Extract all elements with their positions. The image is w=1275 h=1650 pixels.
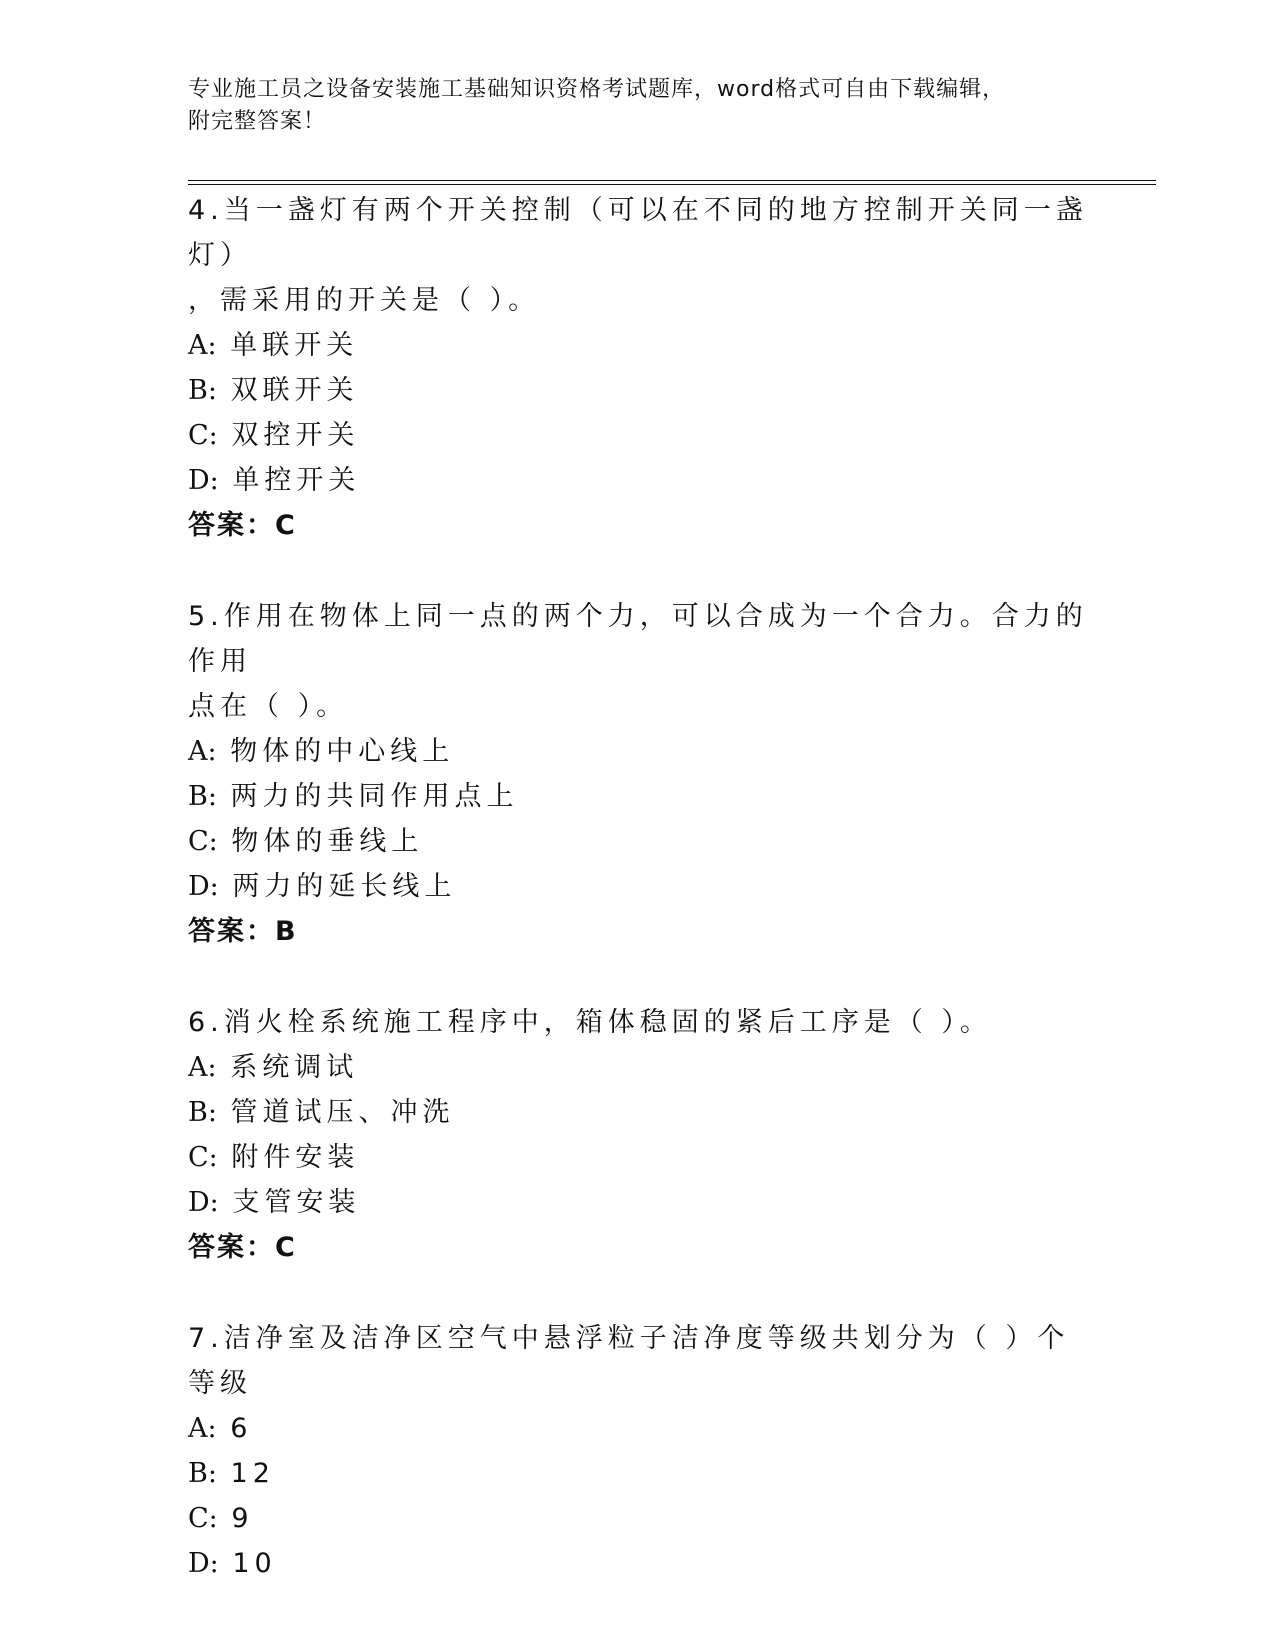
option-c bbox=[188, 819, 1088, 864]
question-stem: 7.洁净室及洁净区空气中悬浮粒子洁净度等级共划分为（ ）个等级 bbox=[188, 1323, 1070, 1399]
option-letter: C: bbox=[188, 826, 218, 857]
header-divider bbox=[188, 180, 1156, 185]
answer: 答案：C bbox=[188, 1232, 297, 1263]
option-letter: C: bbox=[188, 1142, 218, 1173]
option-letter: D: bbox=[188, 1548, 219, 1579]
option-letter: A: bbox=[188, 330, 217, 361]
option-d bbox=[188, 1541, 1088, 1586]
option-d bbox=[188, 1180, 1088, 1225]
option-text: 系统调试 bbox=[230, 1052, 359, 1083]
option-letter: B: bbox=[188, 1097, 217, 1128]
option-text: 双控开关 bbox=[231, 420, 360, 451]
option-b bbox=[188, 1451, 1088, 1496]
option-text: 物体的中心线上 bbox=[230, 736, 455, 767]
option-letter: A: bbox=[188, 736, 217, 767]
option-a bbox=[188, 1045, 1088, 1090]
option-letter: D: bbox=[188, 465, 219, 496]
question-4 bbox=[188, 188, 1088, 548]
option-letter: D: bbox=[188, 1187, 219, 1218]
option-text: 附件安装 bbox=[231, 1142, 360, 1173]
option-c bbox=[188, 413, 1088, 458]
question-6 bbox=[188, 1000, 1088, 1270]
question-stem-continued: ，需采用的开关是（ ）。 bbox=[188, 285, 541, 316]
document-header bbox=[188, 74, 1088, 138]
answer: 答案：B bbox=[188, 916, 298, 947]
option-c bbox=[188, 1496, 1088, 1541]
option-letter: B: bbox=[188, 375, 217, 406]
option-letter: B: bbox=[188, 1458, 217, 1489]
option-b bbox=[188, 368, 1088, 413]
option-letter: C: bbox=[188, 1503, 218, 1534]
option-text: 支管安装 bbox=[232, 1187, 361, 1218]
option-b bbox=[188, 774, 1088, 819]
question-5 bbox=[188, 594, 1088, 954]
question-stem: 6.消火栓系统施工程序中，箱体稳固的紧后工序是（ ）。 bbox=[188, 1007, 992, 1038]
option-d bbox=[188, 458, 1088, 503]
option-text: 管道试压、冲洗 bbox=[230, 1097, 455, 1128]
option-text: 单控开关 bbox=[232, 465, 361, 496]
question-list bbox=[188, 188, 1088, 1586]
question-stem: 5.作用在物体上同一点的两个力，可以合成为一个合力。合力的作用 bbox=[188, 601, 1088, 677]
option-text: 物体的垂线上 bbox=[231, 826, 424, 857]
option-a bbox=[188, 729, 1088, 774]
option-a bbox=[188, 323, 1088, 368]
option-b bbox=[188, 1090, 1088, 1135]
option-text: 6 bbox=[230, 1413, 253, 1444]
option-c bbox=[188, 1135, 1088, 1180]
question-stem-continued: 点在（ ）。 bbox=[188, 691, 349, 722]
option-text: 两力的延长线上 bbox=[232, 871, 457, 902]
option-letter: A: bbox=[188, 1413, 217, 1444]
option-text: 单联开关 bbox=[230, 330, 359, 361]
option-letter: B: bbox=[188, 781, 217, 812]
option-text: 双联开关 bbox=[230, 375, 359, 406]
header-line-1: 专业施工员之设备安装施工基础知识资格考试题库，word格式可自由下载编辑， bbox=[188, 77, 1006, 102]
answer: 答案：C bbox=[188, 510, 297, 541]
option-text: 10 bbox=[232, 1548, 277, 1579]
option-text: 9 bbox=[231, 1503, 254, 1534]
question-7 bbox=[188, 1316, 1088, 1586]
header-line-2: 附完整答案！ bbox=[188, 109, 327, 134]
option-a bbox=[188, 1406, 1088, 1451]
question-stem: 4.当一盏灯有两个开关控制（可以在不同的地方控制开关同一盏灯） bbox=[188, 195, 1088, 271]
option-text: 12 bbox=[230, 1458, 275, 1489]
option-letter: D: bbox=[188, 871, 219, 902]
option-letter: A: bbox=[188, 1052, 217, 1083]
option-letter: C: bbox=[188, 420, 218, 451]
option-text: 两力的共同作用点上 bbox=[230, 781, 519, 812]
option-d bbox=[188, 864, 1088, 909]
